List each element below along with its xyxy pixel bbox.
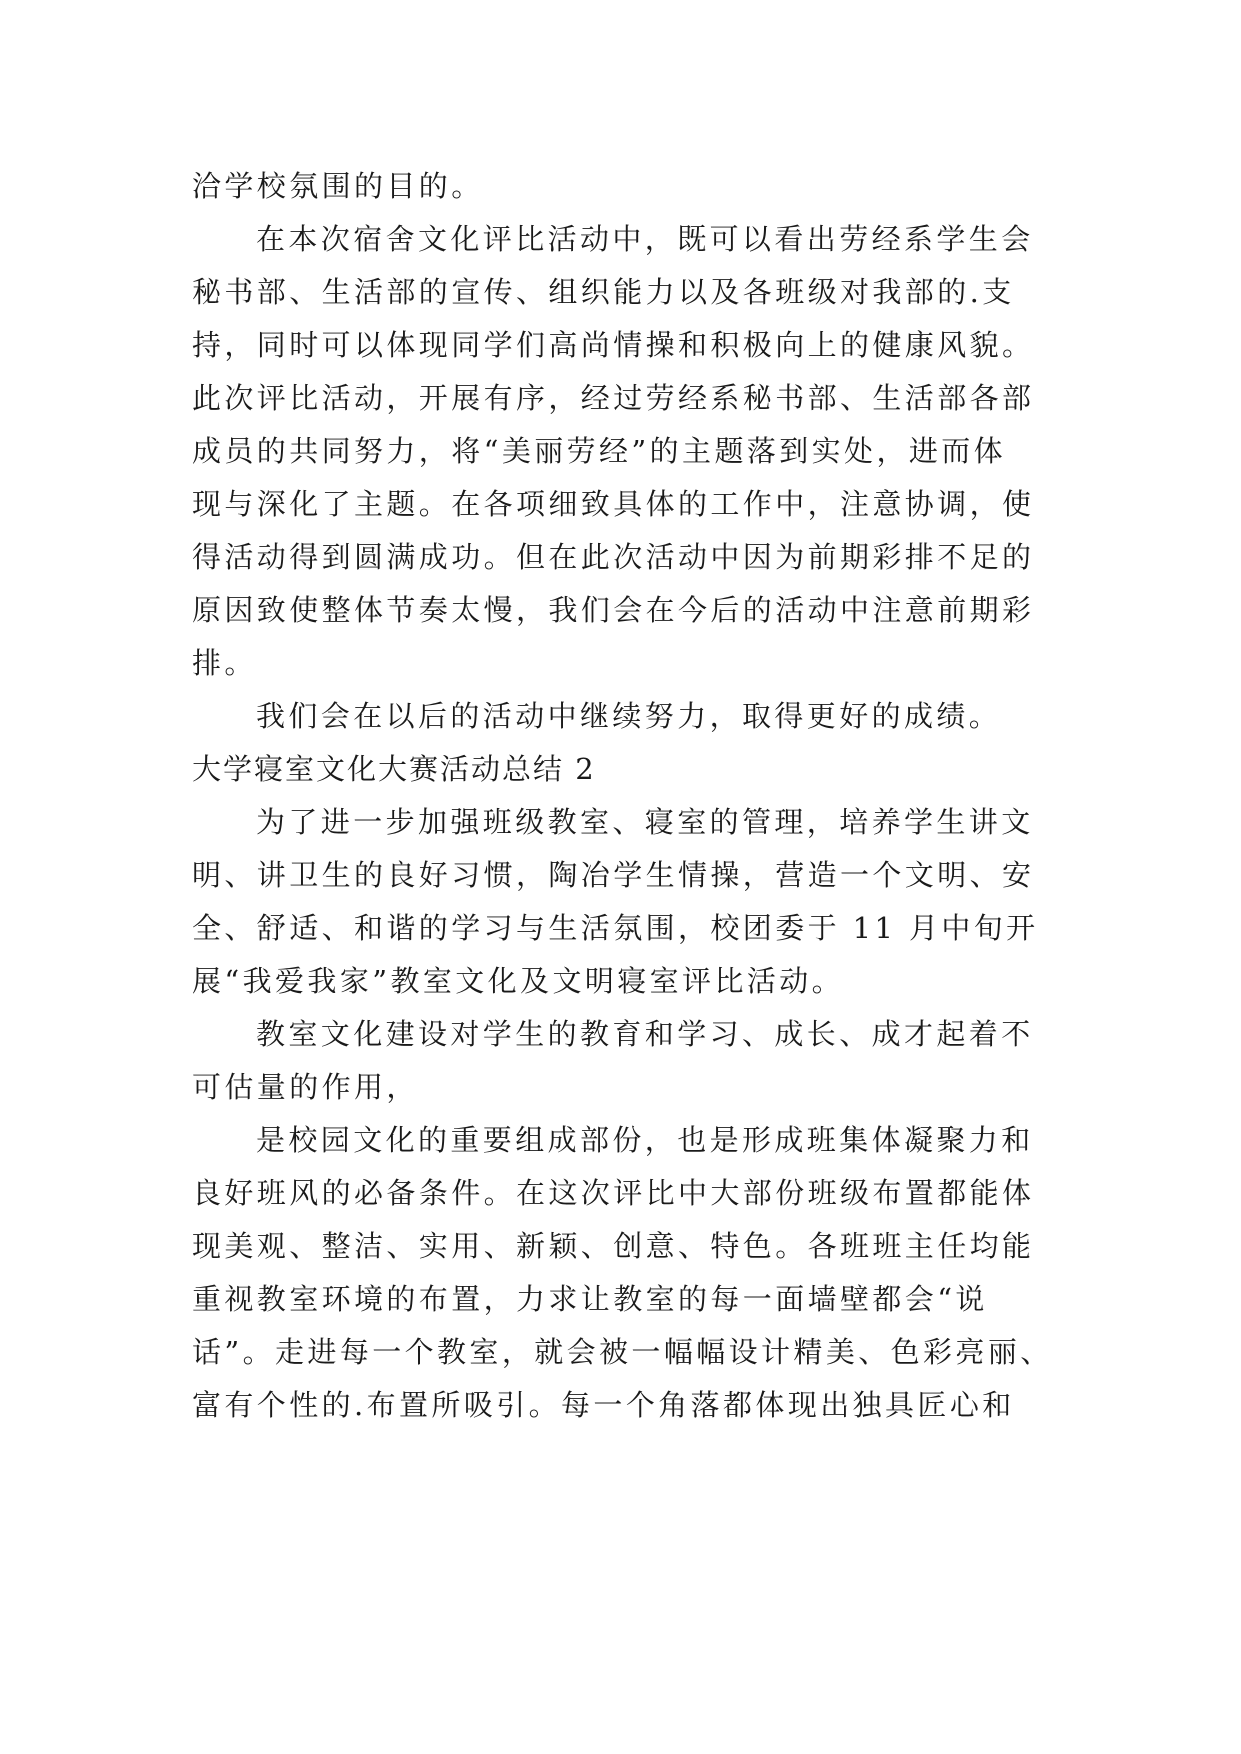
text-line: 在本次宿舍文化评比活动中，既可以看出劳经系学生会: [256, 222, 1034, 256]
text-line: 明、讲卫生的良好习惯，陶冶学生情操，营造一个文明、安: [192, 858, 1035, 892]
document-body: [192, 160, 1052, 1432]
text-line: 得活动得到圆满成功。但在此次活动中因为前期彩排不足的: [192, 540, 1035, 574]
text-line: 秘书部、生活部的宣传、组织能力以及各班级对我部的.支: [192, 275, 1015, 309]
text-line: 现美观、整洁、实用、新颖、创意、特色。各班班主任均能: [192, 1229, 1035, 1263]
text-line: 此次评比活动，开展有序，经过劳经系秘书部、生活部各部: [192, 381, 1035, 415]
text-line: 话”。走进每一个教室，就会被一幅幅设计精美、色彩亮丽、: [192, 1335, 1053, 1369]
text-line: 我们会在以后的活动中继续努力，取得更好的成绩。: [256, 699, 1002, 733]
text-line: 可估量的作用，: [192, 1070, 419, 1104]
section-heading: 大学寝室文化大赛活动总结 2: [192, 752, 596, 786]
text-line: 排。: [192, 646, 257, 680]
text-line: 展“我爱我家”教室文化及文明寝室评比活动。: [192, 964, 845, 998]
text-line: 全、舒适、和谐的学习与生活氛围，校团委于 11 月中旬开: [192, 911, 1039, 945]
text-line: 持，同时可以体现同学们高尚情操和积极向上的健康风貌。: [192, 328, 1035, 362]
text-line: 为了进一步加强班级教室、寝室的管理，培养学生讲文: [256, 805, 1034, 839]
text-line: 重视教室环境的布置，力求让教室的每一面墙壁都会“说: [192, 1282, 988, 1316]
text-line: 富有个性的.布置所吸引。每一个角落都体现出独具匠心和: [192, 1388, 1015, 1422]
text-line: 洽学校氛围的目的。: [192, 169, 484, 203]
text-line: 教室文化建设对学生的教育和学习、成长、成才起着不: [256, 1017, 1034, 1051]
text-line: 成员的共同努力，将“美丽劳经”的主题落到实处，进而体: [192, 434, 1007, 468]
text-line: 是校园文化的重要组成部份，也是形成班集体凝聚力和: [256, 1123, 1034, 1157]
text-line: 良好班风的必备条件。在这次评比中大部份班级布置都能体: [192, 1176, 1035, 1210]
text-line: 现与深化了主题。在各项细致具体的工作中，注意协调，使: [192, 487, 1035, 521]
text-line: 原因致使整体节奏太慢，我们会在今后的活动中注意前期彩: [192, 593, 1035, 627]
